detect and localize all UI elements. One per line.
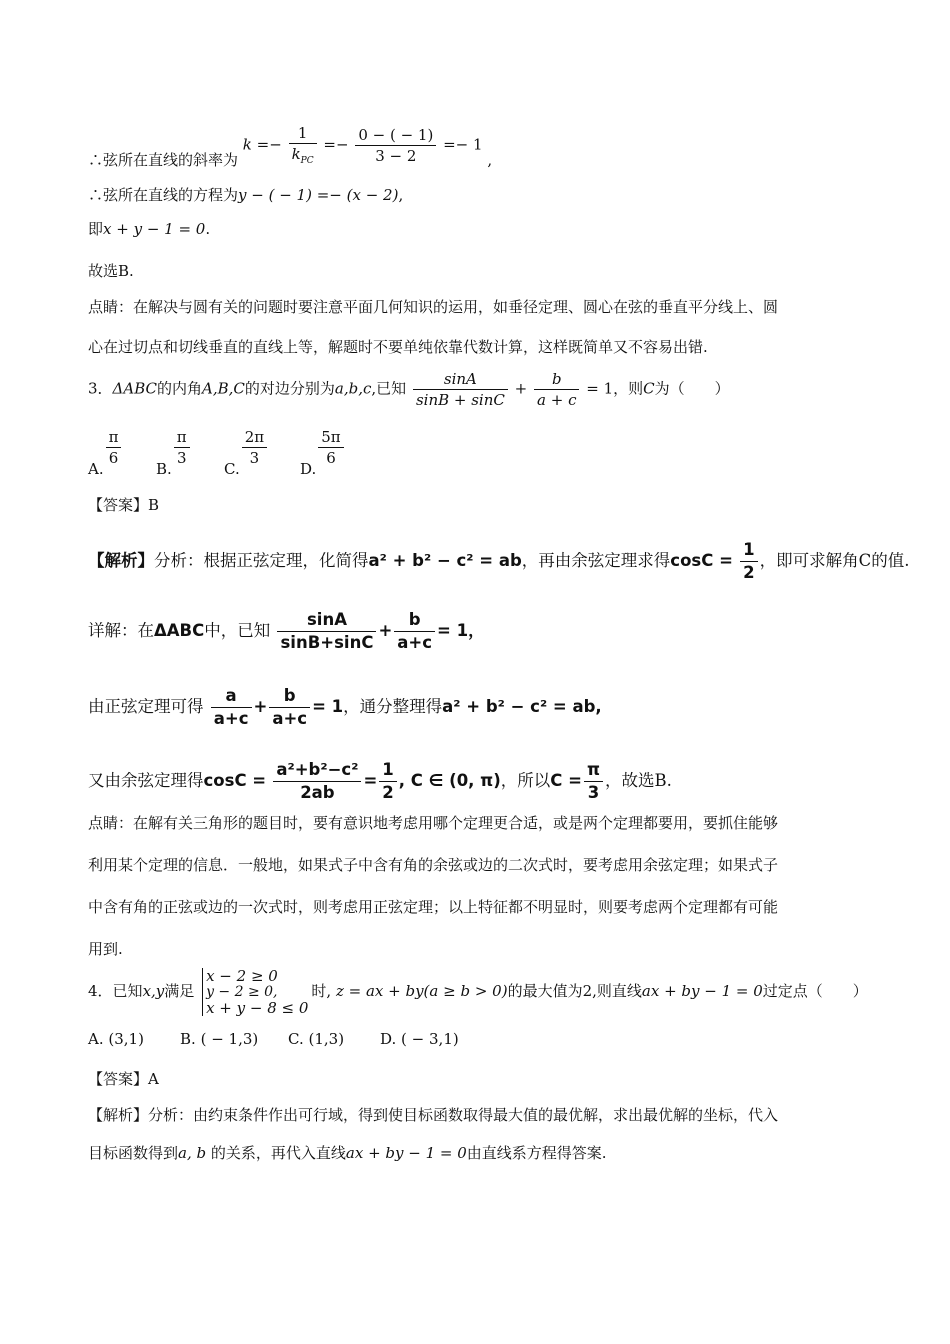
q3-answer: 【答案】B: [88, 496, 160, 514]
q3-option-c[interactable]: C. $\frac{2\pi}{3}$: [224, 428, 269, 467]
q3-step3: 又由余弦定理得cosC = $\frac{\text{a²+b²−c²}}{2ab}$ = $\frac{1}{2}$ , C ∈ (0, π)，所以C = $\frac{\pi}{3}$ ，故选B.: [88, 760, 672, 802]
fraction-1-over-kpc: $\frac{1}{k_{PC}}$: [289, 124, 317, 167]
q4-option-b[interactable]: B. ( − 1,3): [180, 1030, 259, 1048]
q4-option-a[interactable]: A. (3,1): [88, 1030, 144, 1048]
q3-stem: 3．ΔABC的内角A,B,C的对边分别为a,b,c,已知 $\frac{\sin A}{\sin B + \sin C}$ + $\frac{b}{a + c}$ = 1，则C为（ ）: [88, 370, 730, 409]
q4-stem: 4．已知x,y满足 x − 2 ≥ 0 y − 2 ≥ 0, x + y − 8 ≤ 0 时, z = ax + by(a ≥ b > 0)的最大值为2,则直线ax + by − 1 = 0过定点（ ）: [88, 967, 868, 1017]
q4-constraints: x − 2 ≥ 0 y − 2 ≥ 0, x + y − 8 ≤ 0: [202, 968, 308, 1016]
q3-tip-line-4: 用到.: [88, 940, 123, 958]
q4-answer: 【答案】A: [88, 1070, 159, 1088]
q4-options: [88, 1030, 488, 1054]
slope-line: ∴弦所在直线的斜率为 k =− $\frac{1}{k_{PC}}$ =− $\frac{0 - ( - 1)}{3 - 2}$ =− 1 ,: [88, 124, 493, 170]
equation-line: ∴弦所在直线的方程为y − ( − 1) =− (x − 2),: [88, 186, 404, 204]
q3-analysis: 【解析】分析：根据正弦定理，化简得a² + b² − c² = ab，再由余弦定理求得cosC = $\frac{1}{2}$ ，即可求解角C的值.: [88, 540, 910, 582]
slope-text: ∴弦所在直线的斜率为: [88, 151, 239, 170]
slope-k: k =−: [242, 135, 282, 154]
q3-detail: 详解：在ΔABC中，已知 $\frac{\sin A}{\sin B+\sin C}$ + $\frac{b}{a+c}$ = 1，: [88, 610, 485, 652]
q3-options: [88, 428, 488, 478]
q3-tip-line-2: 利用某个定理的信息．一般地，如果式子中含有角的余弦或边的二次式时，要考虑用余弦定理；如果式子: [88, 856, 779, 874]
fraction-slope: $\frac{0 - ( - 1)}{3 - 2}$: [355, 126, 436, 165]
q4-analysis-line-1: 【解析】分析：由约束条件作出可行域，得到使目标函数取得最大值的最优解，求出最优解的坐标，代入: [88, 1106, 779, 1124]
q3-tip-line-1: 点睛：在解有关三角形的题目时，要有意识地考虑用哪个定理更合适，或是两个定理都要用，要抓住能够: [88, 814, 779, 832]
q3-tip-line-3: 中含有角的正弦或边的一次式时，则考虑用正弦定理；以上特征都不明显时，则要考虑两个定理都有可能: [88, 898, 779, 916]
q3-option-b[interactable]: B. $\frac{\pi}{3}$: [156, 428, 192, 467]
result-line: 即x + y − 1 = 0.: [88, 220, 211, 238]
q3-fraction-sina: $\frac{\sin A}{\sin B + \sin C}$: [413, 370, 508, 409]
q4-option-c[interactable]: C. (1,3): [288, 1030, 345, 1048]
choose-b: 故选B.: [88, 262, 134, 280]
q3-option-d[interactable]: D. $\frac{5\pi}{6}$: [300, 428, 346, 467]
q4-analysis-line-2: 目标函数得到a, b 的关系，再代入直线ax + by − 1 = 0由直线系方程得答案.: [88, 1144, 607, 1162]
q4-option-d[interactable]: D. ( − 3,1): [380, 1030, 459, 1048]
q3-step2: 由正弦定理可得 $\frac{a}{a+c}$ + $\frac{b}{a+c}$ = 1，通分整理得a² + b² − c² = ab,: [88, 686, 602, 728]
tip1-line-2: 心在过切点和切线垂直的直线上等，解题时不要单纯依靠代数计算，这样既简单又不容易出错.: [88, 338, 708, 356]
q3-option-a[interactable]: A. $\frac{\pi}{6}$: [88, 428, 123, 467]
tip1-line-1: 点睛：在解决与圆有关的问题时要注意平面几何知识的运用，如垂径定理、圆心在弦的垂直平分线上、圆: [88, 298, 779, 316]
q3-fraction-b: $\frac{b}{a + c}$: [534, 370, 579, 409]
